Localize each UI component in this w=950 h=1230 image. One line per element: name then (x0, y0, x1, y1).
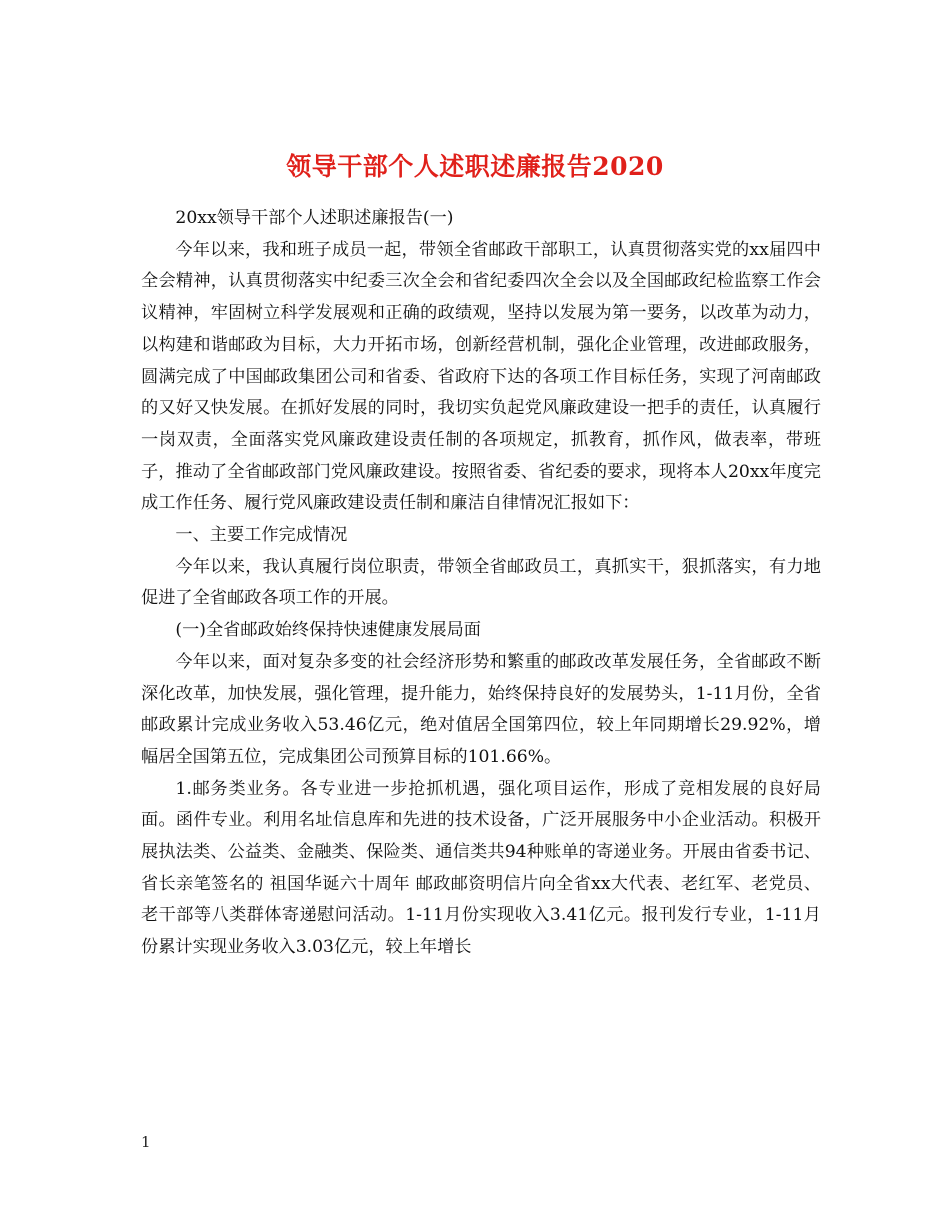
paragraph-development: 今年以来，面对复杂多变的社会经济形势和繁重的邮政改革发展任务，全省邮政不断深化改革，加快发展，强化管理，提升能力，始终保持良好的发展势头，1-11月份，全省邮政累计完成业务收入53.46亿元，绝对值居全国第四位，较上年同期增长29.92%，增幅居全国第五位，完成集团公司预算目标的101.66%。 (141, 651, 821, 767)
page-number: 1 (141, 1133, 151, 1151)
paragraph-main-work: 今年以来，我认真履行岗位职责，带领全省邮政员工，真抓实干，狠抓落实，有力地促进了全省邮政各项工作的开展。 (141, 556, 821, 609)
section-heading-main-work: 一、主要工作完成情况 (175, 525, 348, 546)
paragraph-intro: 今年以来，我和班子成员一起，带领全省邮政干部职工，认真贯彻落实党的xx届四中全会精神，认真贯彻落实中纪委三次全会和省纪委四次全会以及全国邮政纪检监察工作会议精神，牢固树立科学发展观和正确的政绩观，坚持以发展为第一要务，以改革为动力，以构建和谐邮政为目标，大力开拓市场，创新经营机制，强化企业管理，改进邮政服务，圆满完成了中国邮政集团公司和省委、省政府下达的各项工作目标任务，实现了河南邮政的又好又快发展。在抓好发展的同时，我切实负起党风廉政建设一把手的责任，认真履行一岗双责，全面落实党风廉政建设责任制的各项规定，抓教育，抓作风，做表率，带班子，推动了全省邮政部门党风廉政建设。按照省委、省纪委的要求，现将本人20xx年度完成工作任务、履行党风廉政建设责任制和廉洁自律情况汇报如下： (141, 239, 821, 514)
document-title: 领导干部个人述职述廉报告2020 (286, 151, 664, 181)
document-body (141, 203, 821, 964)
paragraph-report-heading: 20xx领导干部个人述职述廉报告(一) (175, 208, 454, 228)
subsection-heading-development: (一)全省邮政始终保持快速健康发展局面 (175, 620, 481, 641)
paragraph-postal-business: 1.邮务类业务。各专业进一步抢抓机遇，强化项目运作，形成了竞相发展的良好局面。函件专业。利用名址信息库和先进的技术设备，广泛开展服务中小企业活动。积极开展执法类、公益类、金融类、保险类、通信类共94种账单的寄递业务。开展由省委书记、省长亲笔签名的 祖国华诞六十周年 邮政邮资明信片向全省xx大代表、老红军、老党员、老干部等八类群体寄递慰问活动。1-11月份实现收入3.41亿元。报刊发行专业，1-11月份累计实现业务收入3.03亿元，较上年增长 (141, 778, 821, 958)
